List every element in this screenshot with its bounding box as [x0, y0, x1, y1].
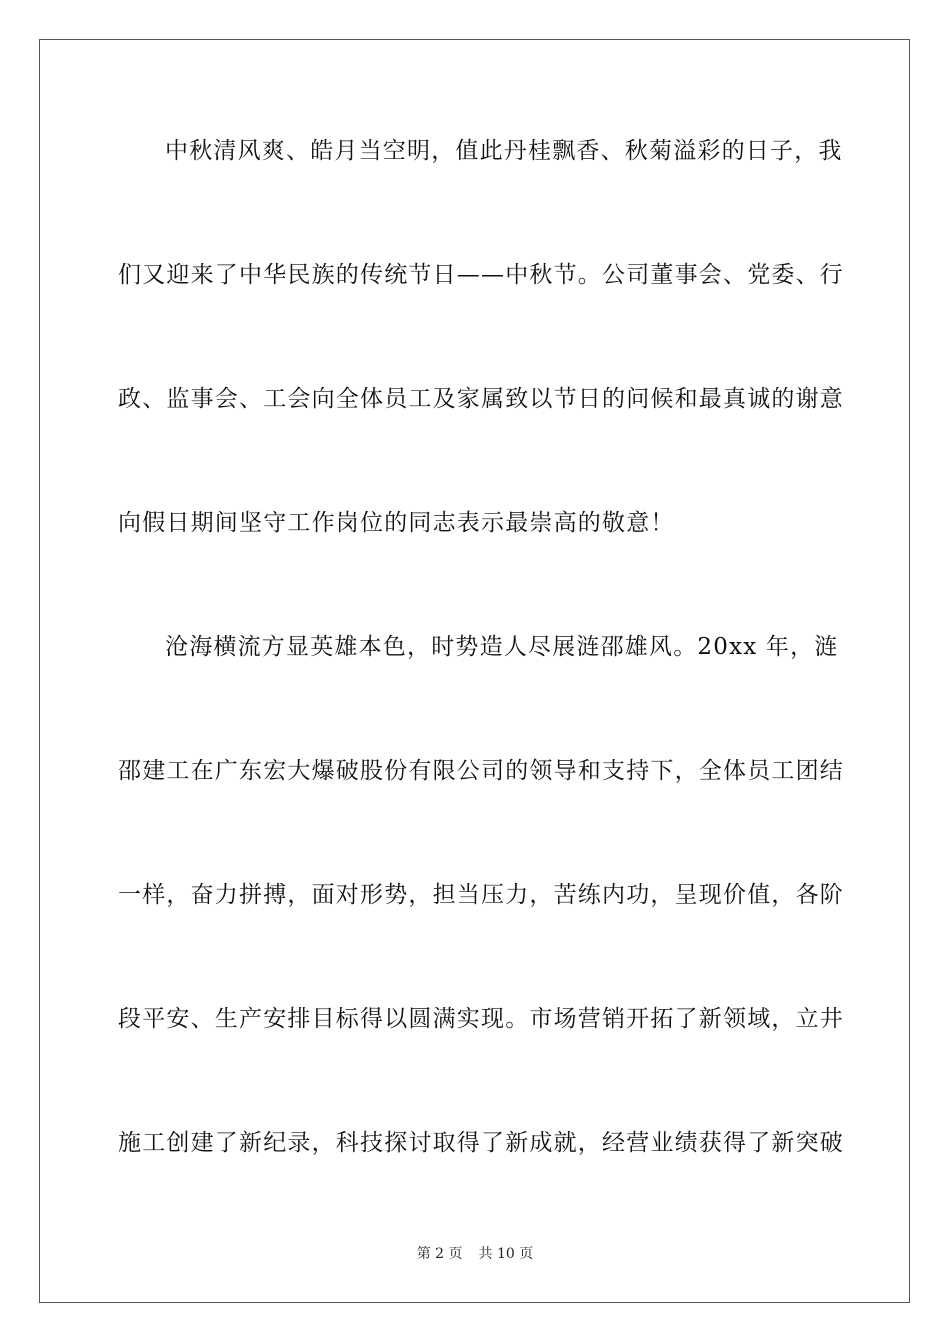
paragraph-2-line-3: 一样，奋力拼搏，面对形势，担当压力，苦练内功，呈现价值，各阶	[118, 882, 844, 908]
paragraph-1-line-2: 们又迎来了中华民族的传统节日——中秋节。公司董事会、党委、行	[118, 262, 844, 288]
page-footer	[0, 1244, 950, 1264]
paragraph-2-line-1: 沧海横流方显英雄本色，时势造人尽展涟邵雄风。20xx 年，涟	[165, 634, 839, 660]
page-total: 共 10 页	[478, 1246, 534, 1262]
paragraph-2-line-4: 段平安、生产安排目标得以圆满实现。市场营销开拓了新领域，立井	[118, 1006, 844, 1032]
paragraph-1-line-1: 中秋清风爽、皓月当空明，值此丹桂飘香、秋菊溢彩的日子，我	[165, 138, 843, 164]
page-border	[39, 39, 910, 1303]
page-number: 第 2 页	[416, 1246, 463, 1262]
paragraph-2-line-2: 邵建工在广东宏大爆破股份有限公司的领导和支持下，全体员工团结	[118, 758, 844, 784]
paragraph-1-line-3: 政、监事会、工会向全体员工及家属致以节日的问候和最真诚的谢意	[118, 386, 844, 412]
paragraph-1-line-4: 向假日期间坚守工作岗位的同志表示最崇高的敬意！	[118, 510, 675, 536]
paragraph-2-line-5: 施工创建了新纪录，科技探讨取得了新成就，经营业绩获得了新突破	[118, 1130, 844, 1156]
